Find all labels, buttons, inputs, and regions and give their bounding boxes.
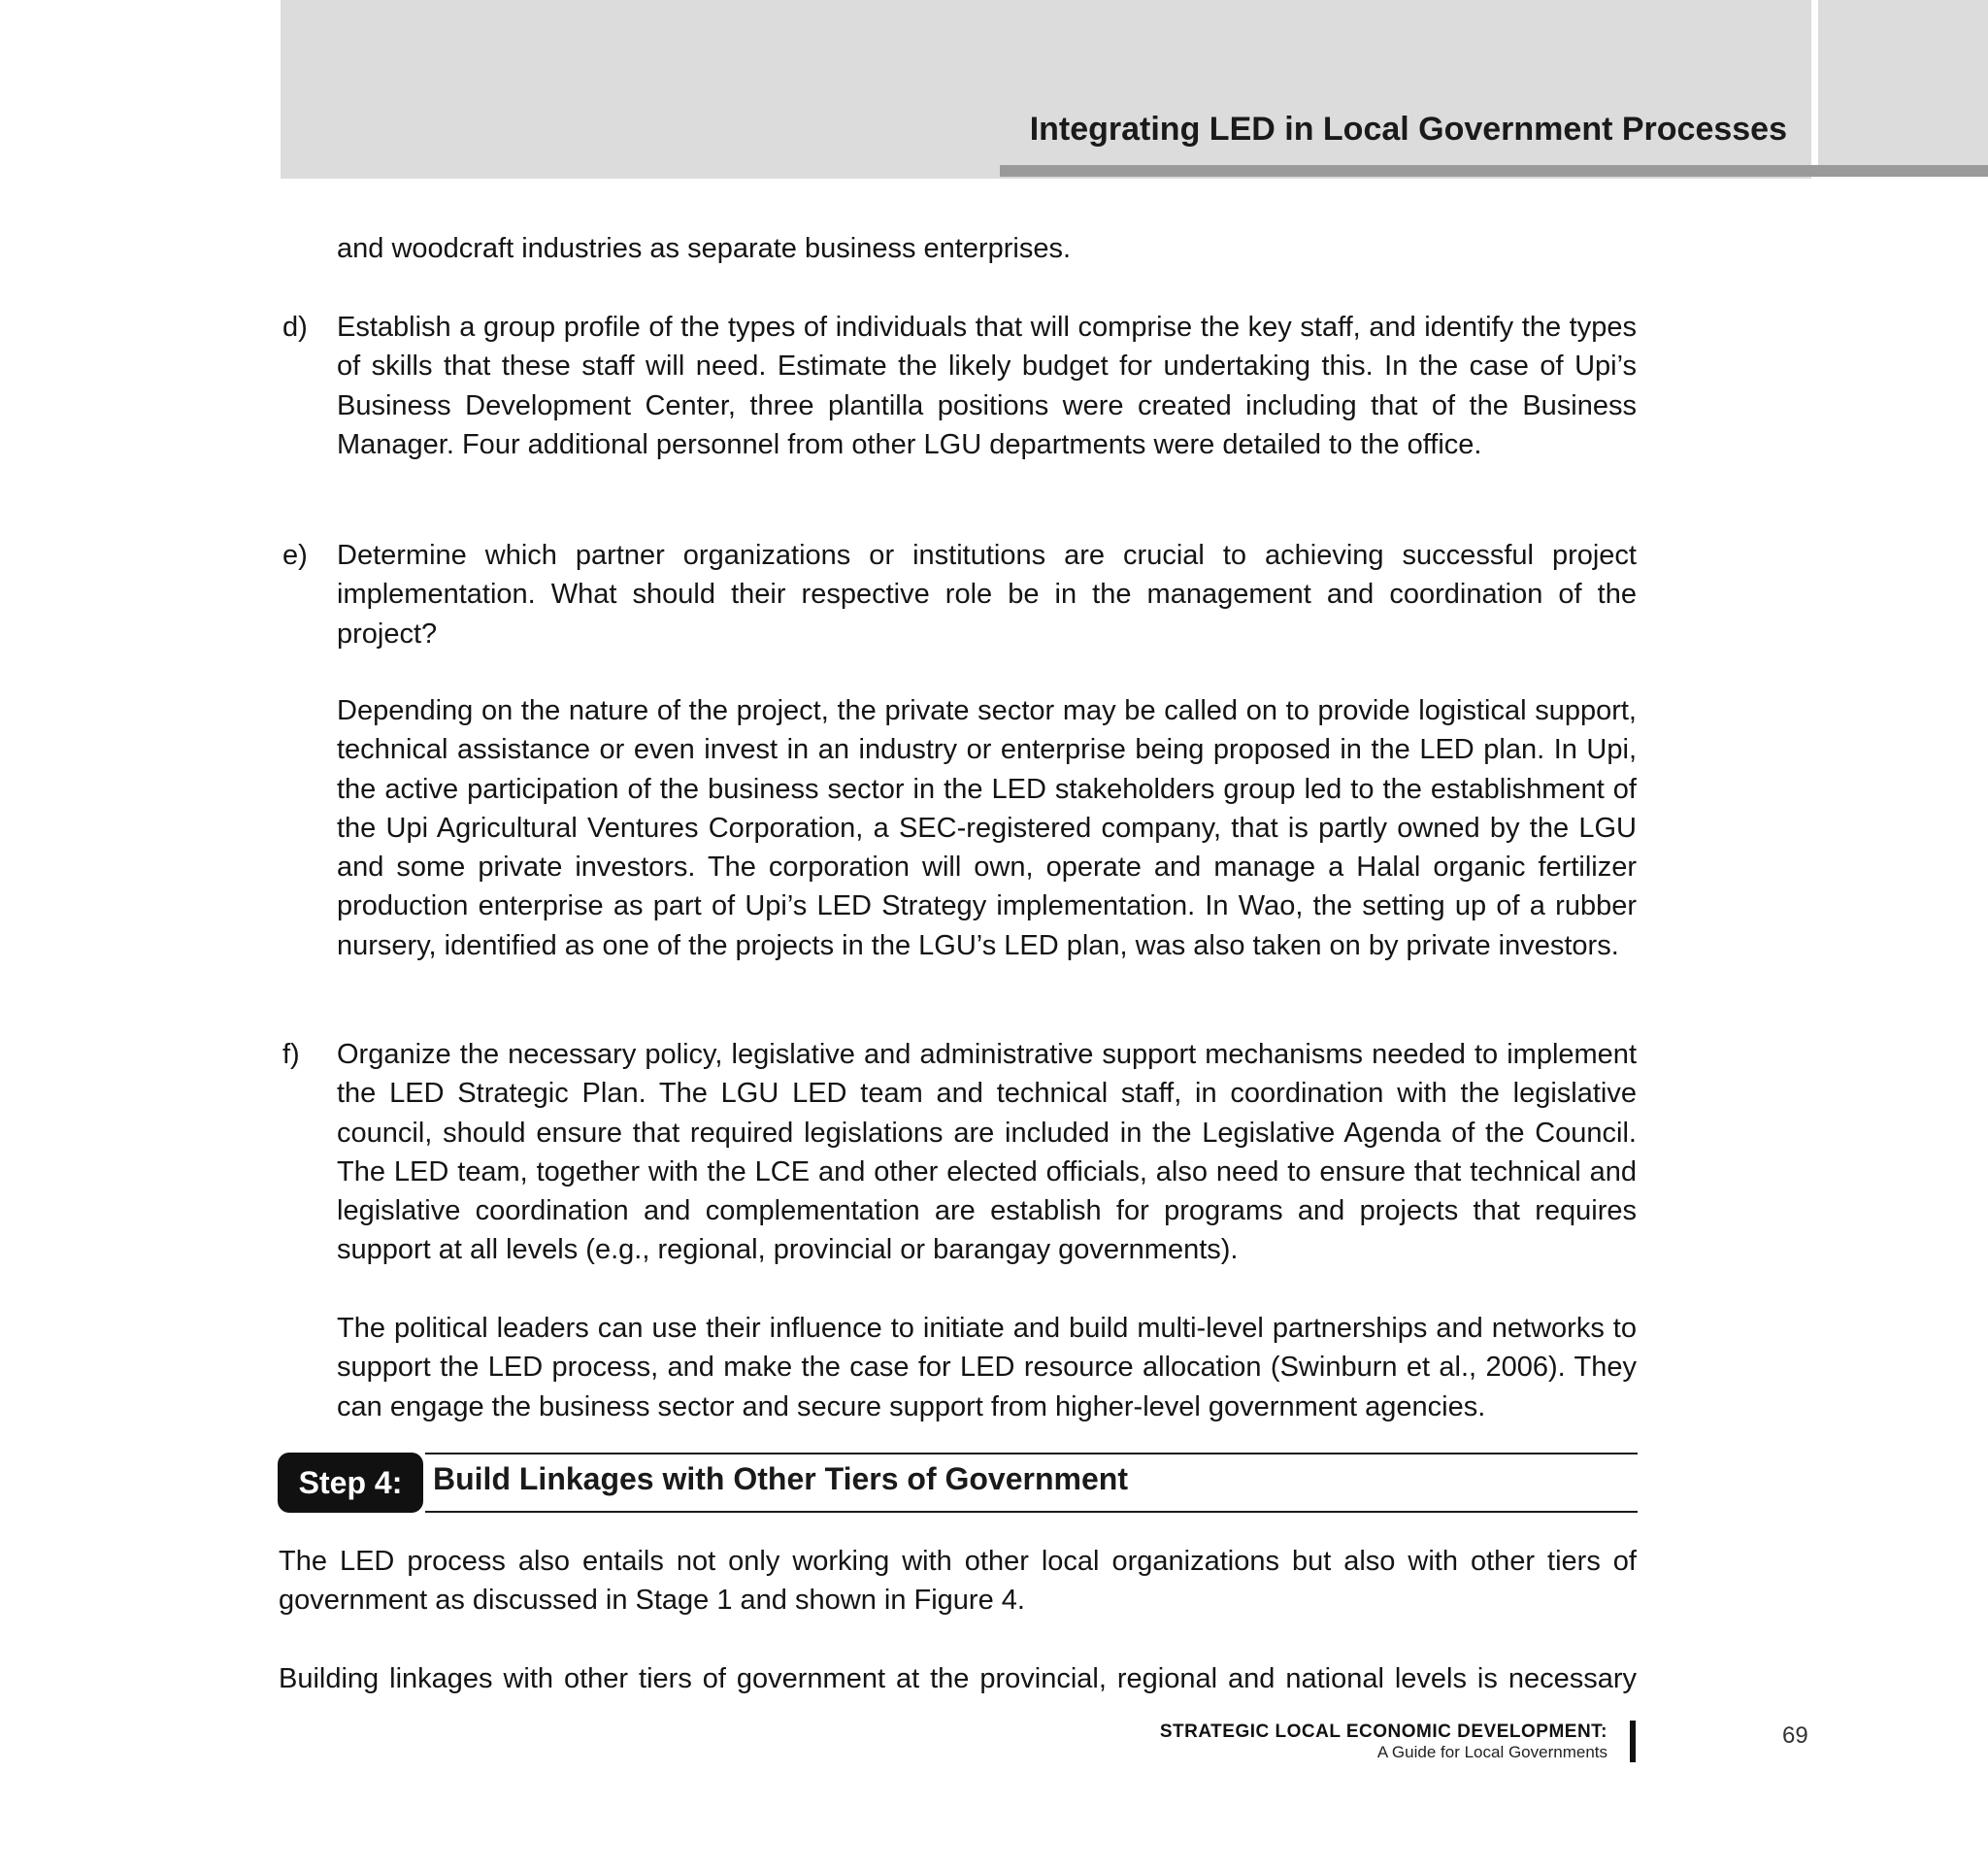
header-band xyxy=(281,0,1811,179)
item-f-paragraph: Organize the necessary policy, legislative and administrative support mechanisms needed to implement the LED Strategic Plan. The LGU LED team and technical staff, in coordination with the legislative council, should ensure that required legislations are included in the Legislative Agenda of the Council. The LED team, together with the LCE and other elected officials, also need to ensure that technical and legislative coordination and complementation are establish for programs and projects that requires support at all levels (e.g., regional, provincial or barangay governments). xyxy=(337,1039,1637,1266)
step-badge: Step 4: xyxy=(278,1453,423,1513)
header-rule xyxy=(1000,165,1988,177)
item-e-detail-paragraph: Depending on the nature of the project, the private sector may be called on to provide logistical support, technical assistance or even invest in an industry or enterprise being proposed in the LED plan. In Upi, the active participation of the business sector in the LED stakeholders group led to the establishment of the Upi Agricultural Ventures Corporation, a SEC-registered company, that is partly owned by the LGU and some private investors. The corporation will own, operate and manage a Halal organic fertilizer production enterprise as part of Upi’s LED Strategy implementation. In Wao, the setting up of a rubber nursery, identified as one of the projects in the LGU’s LED plan, was also taken on by private investors. xyxy=(337,695,1637,961)
body-paragraph: The LED process also entails not only working with other local organizations but also with other tiers of government as discussed in Stage 1 and shown in Figure 4. xyxy=(279,1546,1637,1617)
list-marker-d: d) xyxy=(282,312,308,343)
footer-book-subtitle: A Guide for Local Governments xyxy=(1376,1743,1607,1761)
step-heading-title: Build Linkages with Other Tiers of Government xyxy=(433,1461,1128,1496)
list-marker-f: f) xyxy=(282,1039,300,1070)
header-gap xyxy=(1811,0,1818,167)
item-d-paragraph: Establish a group profile of the types of individuals that will comprise the key staff, and identify the types of skills that these staff will need. Estimate the likely budget for undertaking this. In the case of Upi’s Business Development Center, three plantilla positions were created including that of the Business Manager. Four additional personnel from other LGU departments were detailed to the office. xyxy=(337,312,1637,460)
page-number: 69 xyxy=(1782,1722,1808,1749)
header-right-band xyxy=(1818,0,1988,167)
running-header-title: Integrating LED in Local Government Processes xyxy=(1029,111,1787,148)
footer-divider-bar xyxy=(1630,1721,1636,1762)
item-e-paragraph: Determine which partner organizations or institutions are crucial to achieving successful project implementation. What should their respective role be in the management and coordination of the project? xyxy=(337,540,1637,650)
list-marker-e: e) xyxy=(282,540,308,571)
continuation-paragraph: and woodcraft industries as separate business enterprises. xyxy=(337,233,1072,264)
item-f-detail-paragraph: The political leaders can use their influence to initiate and build multi-level partnerships and networks to support the LED process, and make the case for LED resource allocation (Swinburn et al., 2006). They can engage the business sector and secure support from higher-level government agencies. xyxy=(337,1313,1637,1422)
step-heading-bottom-rule xyxy=(425,1511,1638,1513)
step-heading-top-rule xyxy=(425,1453,1638,1454)
body-paragraph-continued: Building linkages with other tiers of government at the provincial, regional and national levels is necessary xyxy=(279,1663,1637,1694)
footer-book-title: STRATEGIC LOCAL ECONOMIC DEVELOPMENT: xyxy=(1159,1722,1607,1742)
